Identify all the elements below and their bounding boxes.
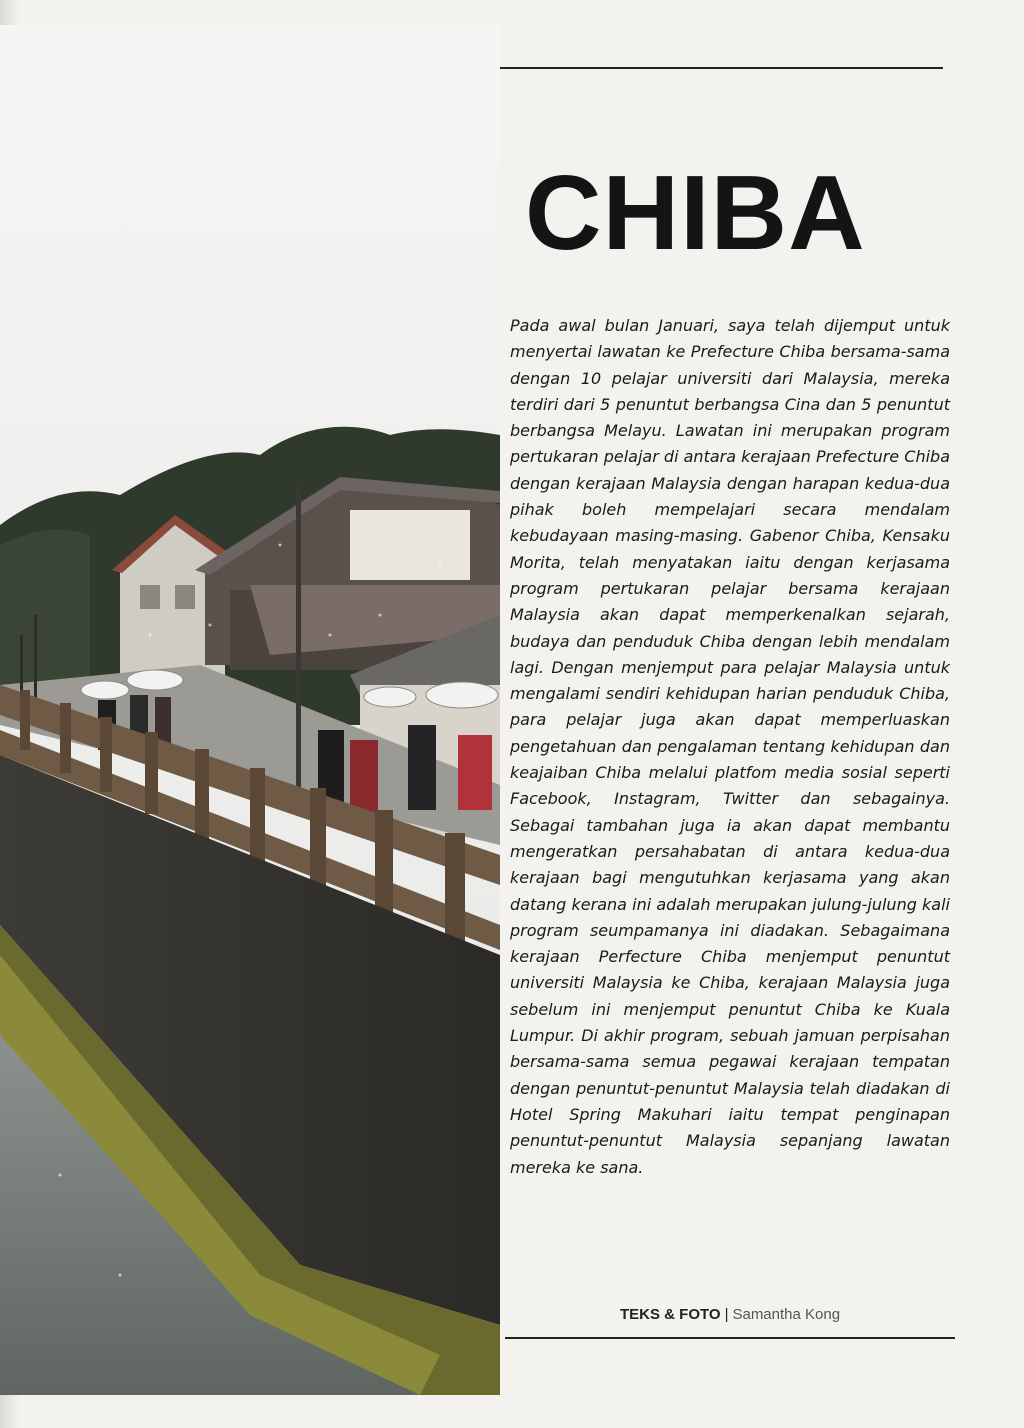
street-canal-photo — [0, 25, 500, 1395]
credit-label: TEKS & FOTO — [620, 1306, 721, 1323]
bottom-rule — [505, 1337, 955, 1339]
credit-author: Samantha Kong — [732, 1306, 841, 1323]
photo-credit — [620, 1306, 840, 1323]
credit-separator: | — [724, 1306, 729, 1323]
article-title: CHIBA — [525, 154, 866, 272]
article-body: Pada awal bulan Januari, saya telah dijemput untuk menyertai lawatan ke Prefecture Chiba bersama-sama dengan 10 pelajar universiti dari Malaysia, mereka terdiri dari 5 penuntut berbangsa Cina dan 5 penuntut berbangsa Melayu. Lawatan ini merupakan program pertukaran pelajar di antara kerajaan Prefecture Chiba dengan kerajaan Malaysia dengan harapan kedua-dua pihak boleh mempelajari secara mendalam kebudayaan masing-masing. Gabenor Chiba, Kensaku Morita, telah menyatakan iaitu dengan kerjasama program pertukaran pelajar bersama kerajaan Malaysia akan dapat memperkenalkan sejarah, budaya dan penduduk Chiba dengan lebih mendalam lagi. Dengan menjemput para pelajar Malaysia untuk mengalami sendiri kehidupan harian penduduk Chiba, para pelajar juga akan dapat memperluaskan pengetahuan dan pengalaman tentang kehidupan dan keajaiban Chiba melalui platfom media sosial seperti Facebook, Instagram, Twitter dan sebagainya. Sebagai tambahan juga ia akan dapat membantu mengeratkan persahabatan di antara kedua-dua kerajaan bagi mengutuhkan kerjasama yang akan datang kerana ini adalah merupakan julung-julung kali program seumpamanya ini diadakan. Sebagaimana kerajaan Perfecture Chiba menjemput penuntut universiti Malaysia ke Chiba, kerajaan Malaysia juga sebelum ini menjemput penuntut Chiba ke Kuala Lumpur. Di akhir program, sebuah jamuan perpisahan bersama-sama semua pegawai kerajaan tempatan dengan penuntut-penuntut Malaysia telah diadakan di Hotel Spring Makuhari iaitu tempat penginapan penuntut-penuntut Malaysia sepanjang lawatan mereka ke sana. — [510, 316, 950, 1177]
